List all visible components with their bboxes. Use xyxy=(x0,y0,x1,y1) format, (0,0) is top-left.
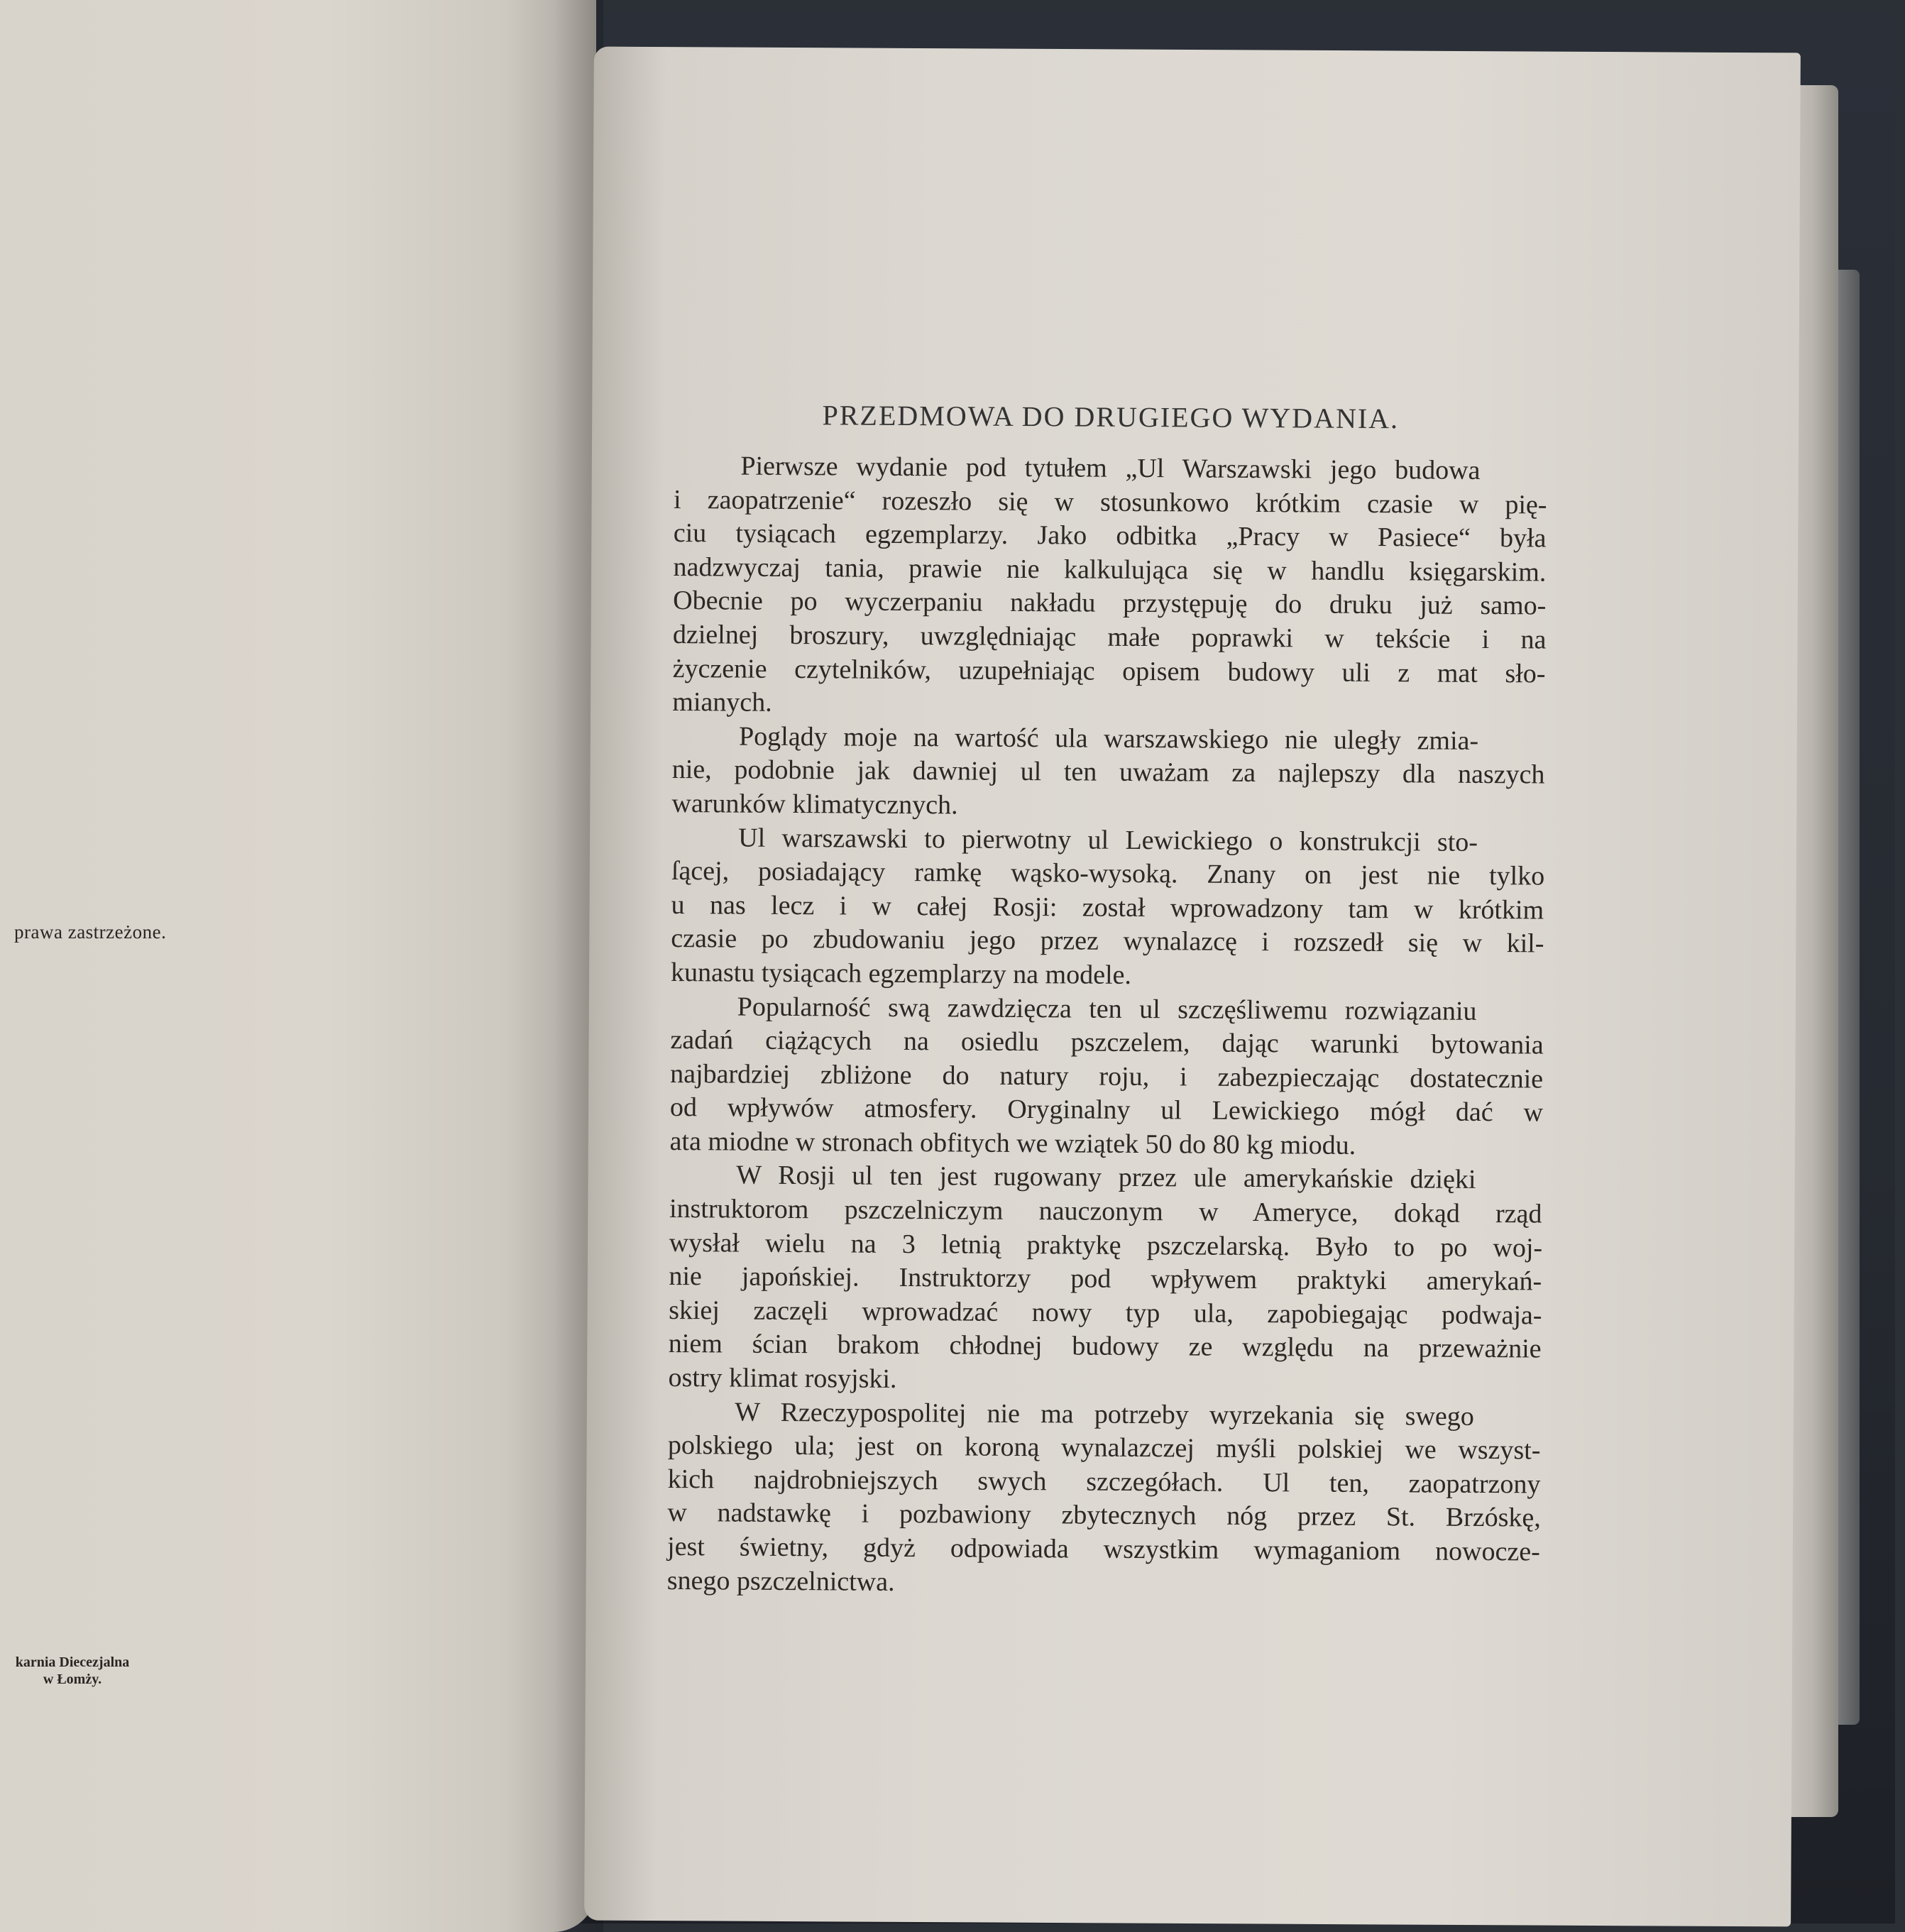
text-line: dzielnej broszury, uwzględniając małe poprawki w tekście i na xyxy=(672,619,1547,655)
text-line: ostry klimat rosyjski. xyxy=(668,1363,897,1394)
text-line: snego pszczelnictwa. xyxy=(666,1565,895,1597)
text-line: Poglądy moje na wartość ula warszawskiego nie uległy zmia- xyxy=(738,721,1479,756)
preface-text xyxy=(667,397,1547,1603)
printer-line-1: karnia Diecezjalna xyxy=(15,1654,130,1670)
preface-paragraphs xyxy=(667,449,1547,1603)
rights-reserved-note: prawa zastrzeżone. xyxy=(14,921,167,943)
text-line: W Rosji ul ten jest rugowany przez ule amerykańskie dzięki xyxy=(736,1160,1476,1195)
text-line: ata miodne w stronach obfitych we wziątek 50 do 80 kg miodu. xyxy=(669,1126,1356,1160)
text-line: Pierwsze wydanie pod tytułem „Ul Warszawski jego budowa xyxy=(740,451,1481,485)
paragraph xyxy=(669,989,1543,1163)
text-line: mianych. xyxy=(672,687,772,718)
text-line: zadań ciążących na osiedlu pszczelem, dając warunki bytowania xyxy=(670,1025,1544,1060)
text-line: Popularność swą zawdzięcza ten ul szczęśliwemu rozwiązaniu xyxy=(737,992,1477,1026)
text-line: kunastu tysiącach egzemplarzy na modele. xyxy=(670,957,1132,990)
text-line: wysłał wielu na 3 letnią praktykę pszczelarską. Było to po woj- xyxy=(669,1227,1543,1263)
text-line: od wpływów atmosfery. Oryginalny ul Lewickiego mógł dać w xyxy=(669,1092,1544,1128)
printer-imprint xyxy=(0,1654,150,1688)
text-line: w nadstawkę i pozbawiony zbytecznych nóg przez St. Brzóskę, xyxy=(667,1498,1541,1533)
text-line: polskiego ula; jest on koroną wynalazczej myśli polskiej we wszyst- xyxy=(667,1430,1541,1466)
text-line: warunków klimatycznych. xyxy=(671,788,958,820)
text-line: niem ścian brakom chłodnej budowy ze względu na przeważnie xyxy=(668,1329,1542,1364)
left-page xyxy=(0,0,596,1932)
text-line: skiej zaczęli wprowadzać nowy typ ula, zapobiegając podwaja- xyxy=(669,1295,1542,1331)
text-line: ſącej, posiadający ramkę wąsko-wysoką. Znany on jest nie tylko xyxy=(671,856,1545,891)
paragraph xyxy=(671,821,1544,995)
paragraph xyxy=(668,1158,1542,1400)
paragraph xyxy=(672,449,1547,725)
text-line: ciu tysiącach egzemplarzy. Jako odbitka „Pracy w Pasiece“ była xyxy=(673,518,1547,554)
text-line: czasie po zbudowaniu jego przez wynalazcę i rozszedł się w kil- xyxy=(671,923,1544,959)
text-line: u nas lecz i w całej Rosji: został wprowadzony tam w krótkim xyxy=(671,889,1544,926)
printer-line-2: w Łomży. xyxy=(43,1672,102,1687)
text-line: Ul warszawski to pierwotny ul Lewickiego o konstrukcji sto- xyxy=(738,823,1478,857)
text-line: Obecnie po wyczerpaniu nakładu przystępuję do druku już samo- xyxy=(673,586,1547,621)
paragraph xyxy=(671,720,1545,826)
text-line: nie, podobnie jak dawniej ul ten uważam za najlepszy dla naszych xyxy=(671,754,1545,790)
text-line: kich najdrobniejszych swych szczegółach. Ul ten, zaopatrzony xyxy=(667,1464,1541,1500)
text-line: jest świetny, gdyż odpowiada wszystkim wymaganiom nowocze- xyxy=(666,1531,1540,1567)
text-line: instruktorom pszczelniczym nauczonym w Ameryce, dokąd rząd xyxy=(669,1194,1542,1229)
text-line: nadzwyczaj tania, prawie nie kalkulująca się w handlu księgarskim. xyxy=(673,551,1547,588)
text-line: najbardziej zbliżone do natury roju, i zabezpieczając dostatecznie xyxy=(670,1058,1544,1094)
text-line: W Rzeczypospolitej nie ma potrzeby wyrzekania się swego xyxy=(735,1397,1474,1432)
preface-heading: PRZEDMOWA DO DRUGIEGO WYDANIA. xyxy=(822,399,1400,435)
text-line: i zaopatrzenie“ rozeszło się w stosunkowo krótkim czasie w pię- xyxy=(673,484,1547,520)
paragraph xyxy=(667,1395,1542,1603)
text-line: życzenie czytelników, uzupełniając opisem budowy uli z mat sło- xyxy=(672,653,1546,689)
text-line: nie japońskiej. Instruktorzy pod wpływem praktyki amerykań- xyxy=(669,1261,1542,1297)
